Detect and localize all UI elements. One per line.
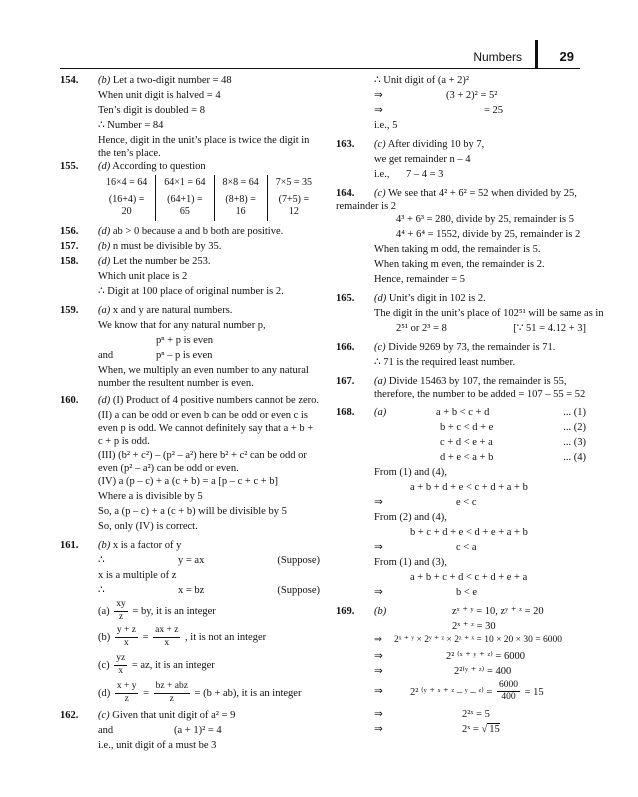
q164: 164. (c) We see that 4² + 6² = 52 when divided by 25, remainder is 2 [336, 188, 577, 213]
header-divider [535, 40, 538, 68]
q157: 157. (b) n must be divisible by 35. [60, 240, 222, 252]
q160: 160. (d) (I) Product of 4 positive numbers cannot be zero. [60, 395, 320, 407]
q168: 168. (a) a + b < c + d ... (1) [336, 406, 586, 418]
q161: 161. (b) x is a factor of y [60, 539, 182, 551]
page-number: 29 [559, 49, 574, 64]
q159: 159. (a) x and y are natural numbers. [60, 304, 233, 316]
q158: 158. (d) Let the number be 253. [60, 255, 211, 267]
q165: 165. (d) Unit’s digit in 102 is 2. [336, 293, 486, 305]
chapter-title: Numbers [473, 50, 522, 64]
q167: 167. (a) Divide 15463 by 107, the remainder is 55, therefore, the number to be added = 107 – 55 = 52 [336, 376, 586, 401]
q155: 155. (d) According to question [60, 161, 206, 173]
q162: 162. (c) Given that unit digit of a² = 9 [60, 709, 236, 721]
running-header [374, 40, 574, 68]
right-column: ∴ Unit digit of (a + 2)² ⇒ (3 + 2)² = 5² ⇒ = 25 i.e., 5 163. (c) After dividing 10 by 7, we get remainder n – 4 i.e., 7 – 4 = 3 164. (c) We see that 4² + 6² = 52 when divided by 25, remainder is 2 4³ + 6³ = 280, divide by 25, remainder is 5 4⁴ + 6⁴ = 1552, divide by 25, remainder is 2 When taking m odd, the remainder is 5. When taking m even, the remainder is 2. Hence, remainder = 5 165. (d) Unit’s digit in 102 is 2. The digit in the unit’s place of 102⁵¹ will be same as in 2⁵¹ or 2³ = 8 [∵ 51 = 4.12 + 3] 166. (c) Divide 9269 by 73, the remainder is 71. ∴ 71 is the required least number. 167. (a) Divide 15463 by 107, the remainder is 55, therefore, the number to be added = 107 – 55 = 52 168. (a) a + b < c + d ... (1) b + c < d + e ... (2) c + d < e + a ... (3) d + e < a + b ... (4) From (1) and (4), a + b + d + e < c + d + a + b ⇒ e < c From (2) and (4), b + c + d + e < d + e + a + b ⇒ c < a From (1) and (3), a + b + c + d < c + d + e + a ⇒ b < e 169. (b) zˣ ⁺ ʸ = 10, zʸ ⁺ ᶻ = 20 2ˣ ⁺ ᶻ = 30 ⇒ 2ˣ ⁺ ʸ × 2ʸ ⁺ ᶻ × 2ᶻ ⁺ ˣ = 10 × 20 × 30 = 6000 ⇒ 2² ⁽ˣ ⁺ ʸ ⁺ ᶻ⁾ = 6000 ⇒ 2²⁽ʸ ⁺ ᶻ⁾ = 400 ⇒ 2² ⁽ʸ ⁺ ˣ ⁺ ᶻ – ʸ – ᶻ⁾ = $\frac{6000}{400}$ = 15 ⇒ 2²ˣ = 5 ⇒ 2ˣ = √ 15 [336, 75, 604, 735]
left-column: 154. (b) Let a two-digit number = 48 When unit digit is halved = 4 Ten’s digit is doubled = 8 ∴ Number = 84 Hence, digit in the unit’s place is twice the digit in the ten’s place. 155. (d) According to question 16×4 = 64 64×1 = 64 8×8 = 64 7×5 = 35 (16+4) = 20 (64+1) = 65 (8+8) = 16 (7+5) = 12 156. (d) ab > 0 because a and b both are positive. 157. (b) n must be divisible by 35. 158. (d) Let the number be 253. Which unit place is 2 ∴ Digit at 100 place of original number is 2. 159. (a) x and y are natural numbers. We know that for any natural number p, pⁿ + p is even and pⁿ – p is even When, we multiply an even number to any natural number the resultent number is even. 160. (d) (I) Product of 4 positive numbers cannot be zero. (II) a can be odd or even b can be odd or even c is even p is odd. We cannot definitely say that a + b + c + p is odd. (III) (b² + c²) – (p² – a²) here b² + c² can be odd or even (p² – a²) can be odd or even. (IV) a (p – c) + a (c + b) = a [p – c + c + b] Where a is divisible by 5 So, a (p – c) + a (c + b) will be divisible by 5 So, only (IV) is correct. 161. (b) x is a factor of y ∴ y = ax (Suppose) x is a multiple of z ∴ x = bz (Suppose) (a) $\frac{xy}{z}$ = by, it is an integer (b) $\frac{y + z}{x}$ = $\frac{ax + z}{x}$ , it is not an integer (c) $\frac{yz}{x}$ = az, it is an integer (d) $\frac{x + y}{z}$ = $\frac{\text{bz + abz}}{z}$ = (b + ab), it is an integer 162. (c) Given that unit digit of a² = 9 and (a + 1)² = 4 i.e., unit digit of a must be 3 [60, 75, 320, 751]
q169: 169. (b) zˣ ⁺ ʸ = 10, zʸ ⁺ ᶻ = 20 [336, 605, 544, 617]
q154: 154. (b) Let a two-digit number = 48 [60, 75, 232, 86]
q156: 156. (d) ab > 0 because a and b both are positive. [60, 225, 284, 237]
q166: 166. (c) Divide 9269 by 73, the remainder is 71. [336, 342, 556, 354]
header-rule [60, 68, 580, 69]
q155-table: 16×4 = 64 64×1 = 64 8×8 = 64 7×5 = 35 (16+4) = 20 (64+1) = 65 (8+8) = 16 (7+5) = 12 [98, 175, 320, 221]
q163: 163. (c) After dividing 10 by 7, [336, 139, 485, 150]
